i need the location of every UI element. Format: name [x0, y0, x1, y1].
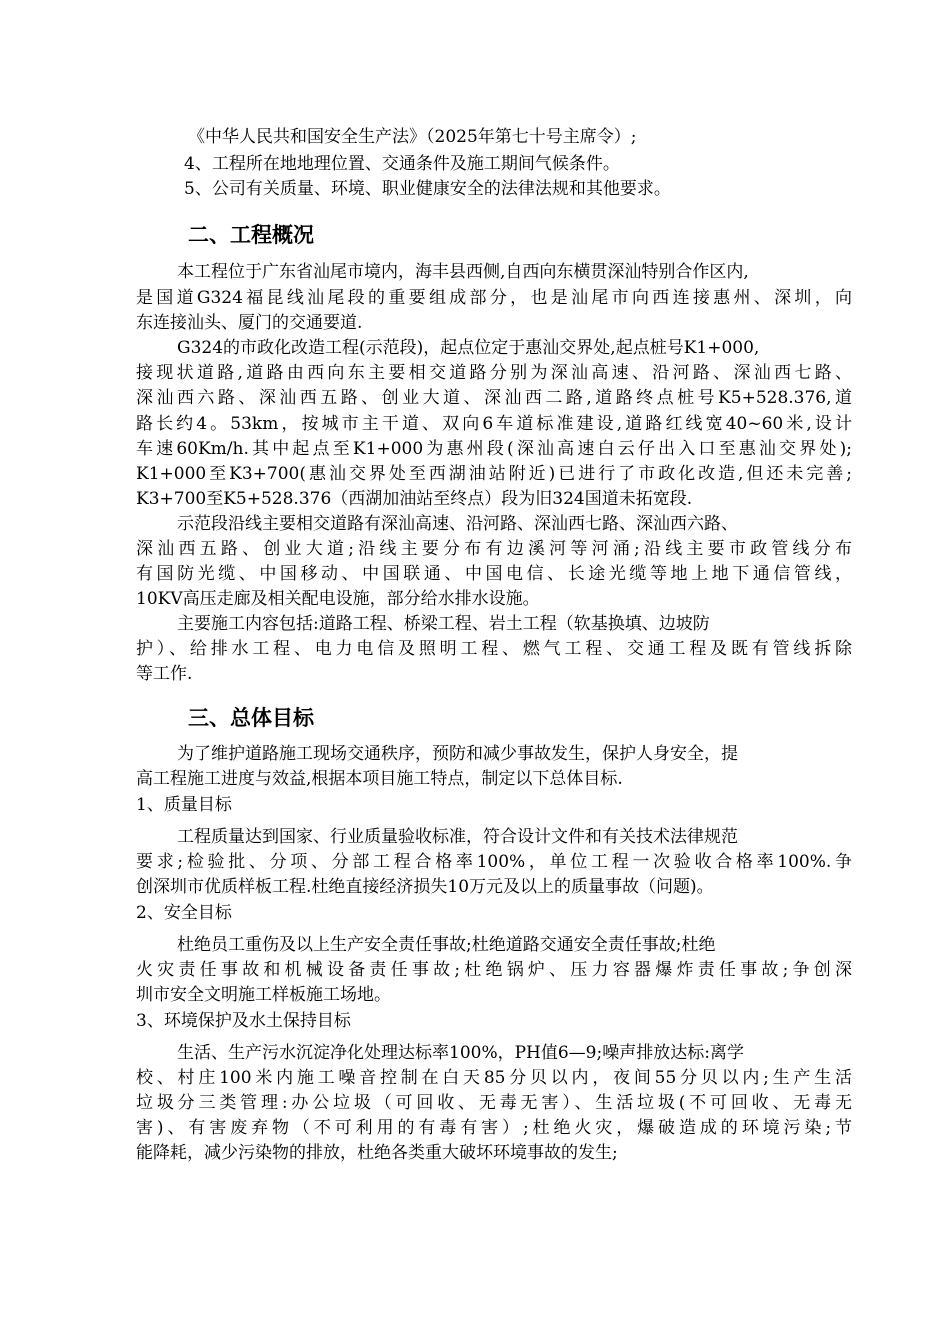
paragraph-line: 10KV高压走廊及相关配电设施，部分给水排水设施。: [136, 589, 540, 609]
paragraph-line: 车速60Km/h.其中起点至K1+000为惠州段(深汕高速白云仔出入口至惠汕交界处);: [136, 439, 852, 459]
paragraph-line: 是国道G324福昆线汕尾段的重要组成部分，也是汕尾市向西连接惠州、深圳，向: [136, 288, 852, 308]
paragraph-line: 主要施工内容包括:道路工程、桥梁工程、岩土工程（软基换填、边坡防: [177, 614, 710, 634]
paragraph-line: 害)、有害废弃物（不可利用的有毒有害）;杜绝火灾，爆破造成的环境污染;节: [136, 1118, 852, 1138]
subheading-environment: 3、环境保护及水土保持目标: [136, 1011, 351, 1031]
paragraph-line: K3+700至K5+528.376（西湖加油站至终点）段为旧324国道未拓宽段.: [136, 489, 693, 509]
paragraph-line: 高工程施工进度与效益,根据本项目施工特点，制定以下总体目标.: [136, 769, 623, 789]
section-heading-goals: 三、总体目标: [188, 706, 314, 730]
paragraph-line: 创深圳市优质样板工程.杜绝直接经济损失10万元及以上的质量事故（问题)。: [136, 877, 714, 897]
paragraph-line: 有国防光缆、中国移动、中国联通、中国电信、长途光缆等地上地下通信管线，: [136, 564, 852, 584]
paragraph-line: 圳市安全文明施工样板施工场地。: [136, 985, 391, 1005]
paragraph-line: 东连接汕头、厦门的交通要道.: [136, 313, 363, 333]
paragraph-line: 为了维护道路施工现场交通秩序，预防和减少事故发生，保护人身安全，提: [177, 744, 738, 764]
paragraph-line: 生活、生产污水沉淀净化处理达标率100%，PH值6—9;噪声排放达标:离学: [177, 1043, 744, 1063]
paragraph-line: 垃圾分三类管理:办公垃圾（可回收、无毒无害）、生活垃圾(不可回收、无毒无: [136, 1093, 852, 1113]
law-reference-line: 《中华人民共和国安全生产法》（2025年第七十号主席令）;: [188, 127, 637, 147]
section-heading-overview: 二、工程概况: [188, 223, 314, 247]
paragraph-line: 校、村庄100米内施工噪音控制在白天85分贝以内，夜间55分贝以内;生产生活: [136, 1068, 852, 1088]
paragraph-line: 护）、给排水工程、电力电信及照明工程、燃气工程、交通工程及既有管线拆除: [136, 639, 852, 659]
paragraph-line: G324的市政化改造工程(示范段)，起点位定于惠汕交界处,起点桩号K1+000,: [177, 338, 760, 358]
paragraph-line: 要求;检验批、分项、分部工程合格率100%，单位工程一次验收合格率100%.争: [136, 852, 852, 872]
basis-item-5: 5、公司有关质量、环境、职业健康安全的法律法规和其他要求。: [184, 179, 671, 199]
paragraph-line: 能降耗，减少污染物的排放，杜绝各类重大破坏环境事故的发生;: [136, 1143, 618, 1163]
paragraph-line: 路长约4。53km，按城市主干道、双向6车道标准建设,道路红线宽40~60米,设计: [136, 414, 852, 434]
paragraph-line: 工程质量达到国家、行业质量验收标准，符合设计文件和有关技术法律规范: [177, 827, 738, 847]
paragraph-line: 本工程位于广东省汕尾市境内，海丰县西侧,自西向东横贯深汕特别合作区内,: [177, 262, 749, 282]
paragraph-line: 火灾责任事故和机械设备责任事故;杜绝锅炉、压力容器爆炸责任事故;争创深: [136, 960, 852, 980]
subheading-safety: 2、安全目标: [136, 903, 232, 923]
paragraph-line: 等工作.: [136, 664, 193, 684]
subheading-quality: 1、质量目标: [136, 795, 232, 815]
paragraph-line: 深汕西六路、深汕西五路、创业大道、深汕西二路,道路终点桩号K5+528.376,道: [136, 388, 852, 408]
paragraph-line: 接现状道路,道路由西向东主要相交道路分别为深汕高速、沿河路、深汕西七路、: [136, 363, 852, 383]
paragraph-line: 杜绝员工重伤及以上生产安全责任事故;杜绝道路交通安全责任事故;杜绝: [177, 935, 716, 955]
basis-item-4: 4、工程所在地地理位置、交通条件及施工期间气候条件。: [184, 154, 620, 174]
paragraph-line: 深汕西五路、创业大道;沿线主要分布有边溪河等河涌;沿线主要市政管线分布: [136, 539, 852, 559]
paragraph-line: K1+000至K3+700(惠汕交界处至西湖油站附近)已进行了市政化改造,但还未完善;: [136, 464, 852, 484]
paragraph-line: 示范段沿线主要相交道路有深汕高速、沿河路、深汕西七路、深汕西六路、: [177, 514, 738, 534]
